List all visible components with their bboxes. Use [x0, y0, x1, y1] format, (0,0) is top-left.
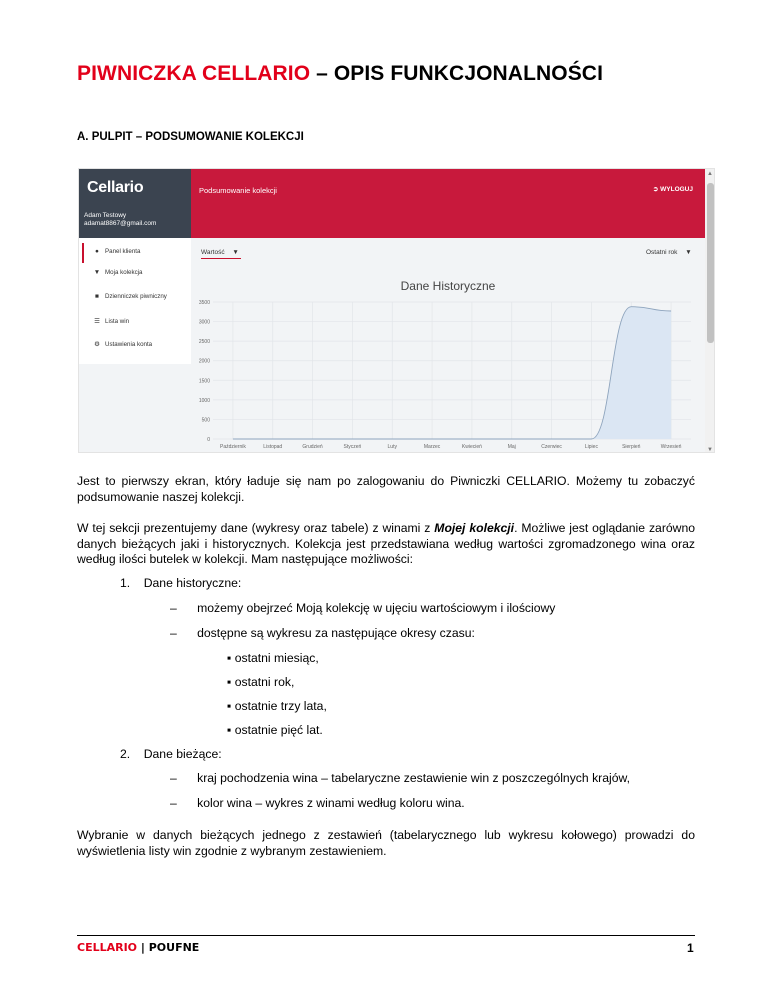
- gear-icon: ⚙: [94, 341, 100, 348]
- x-tick-label: Luty: [387, 444, 397, 450]
- y-tick-label: 0: [207, 437, 210, 443]
- x-tick-label: Czerwiec: [541, 444, 562, 450]
- nav-item-journal[interactable]: [93, 293, 167, 300]
- app-screenshot: [78, 168, 715, 453]
- active-indicator: [82, 243, 84, 263]
- nav-item-collection[interactable]: [93, 269, 143, 276]
- p2-text-a: W tej sekcji prezentujemy dane (wykresy oraz tabele) z winami z: [77, 521, 435, 535]
- title-brand: PIWNICZKA CELLARIO: [77, 62, 311, 85]
- nav-label: Moja kolekcja: [105, 269, 143, 276]
- x-tick-label: Listopad: [263, 444, 283, 450]
- logout-label: WYLOGUJ: [660, 186, 693, 193]
- item1-label: Dane historyczne:: [143, 576, 242, 590]
- period-value: Ostatni rok: [646, 249, 678, 256]
- book-icon: ■: [95, 293, 99, 300]
- app-header: [191, 169, 705, 238]
- caret-down-icon: ▼: [685, 249, 692, 256]
- x-tick-label: Styczeń: [343, 444, 362, 450]
- title-rest: – OPIS FUNKCJONALNOŚCI: [310, 62, 604, 85]
- period-item: ▪ ostatni rok,: [227, 675, 295, 689]
- history-chart: [191, 264, 705, 453]
- x-tick-label: Sierpień: [622, 444, 641, 450]
- x-tick-label: Kwiecień: [461, 444, 482, 450]
- logout-button[interactable]: [653, 185, 693, 193]
- period-label: ostatni rok,: [234, 675, 295, 689]
- nav-label: Panel klienta: [105, 248, 141, 255]
- metric-value: Wartość: [201, 249, 225, 256]
- nav-label: Dzienniczek piwniczny: [105, 293, 167, 300]
- paragraph-conclusion: Wybranie w danych bieżących jednego z zestawień (tabelarycznego lub wykresu kołowego) prowadzi do wyświetlenia listy win zgodnie z wybranym zestawieniem.: [77, 828, 695, 858]
- list-subitem: – możemy obejrzeć Moją kolekcję w ujęciu wartościowym i ilościowy: [170, 601, 556, 615]
- glass-icon: ▼: [93, 269, 101, 276]
- app-logo: Cellario: [87, 179, 144, 196]
- x-tick-label: Grudzień: [302, 444, 323, 450]
- scrollbar[interactable]: [705, 169, 715, 453]
- period-select[interactable]: [646, 249, 692, 256]
- item2-sub2: kolor wina – wykres z winami według koloru wina.: [197, 796, 465, 810]
- chart-x-axis: [220, 444, 682, 450]
- item2-label: Dane bieżące:: [143, 747, 222, 761]
- sidebar-header: [79, 169, 191, 238]
- period-label: ostatnie trzy lata,: [234, 699, 327, 713]
- p2-emphasis: Mojej kolekcji: [434, 521, 515, 535]
- list-item-1: 1. Dane historyczne:: [120, 576, 242, 590]
- x-tick-label: Marzec: [423, 444, 441, 450]
- nav-label: Ustawienia konta: [105, 340, 153, 348]
- period-item: ▪ ostatni miesiąc,: [227, 651, 319, 665]
- user-email: adamat8867@gmail.com: [84, 220, 157, 227]
- y-tick-label: 3500: [198, 300, 210, 306]
- list-subitem: – kraj pochodzenia wina – tabelaryczne zestawienie win z poszczególnych krajów,: [170, 771, 630, 785]
- footer-label: [77, 941, 199, 954]
- sidebar-nav: [79, 238, 191, 364]
- y-tick-label: 3000: [198, 319, 210, 326]
- nav-label: Lista win: [105, 317, 130, 325]
- scroll-up-icon[interactable]: ▲: [707, 171, 713, 177]
- y-tick-label: 1500: [198, 378, 210, 385]
- list-item-2: 2. Dane bieżące:: [120, 747, 222, 761]
- page-number: 1: [687, 941, 694, 955]
- x-tick-label: Wrzesień: [660, 444, 682, 450]
- user-icon: ●: [95, 248, 99, 255]
- scroll-down-icon[interactable]: ▼: [707, 447, 713, 453]
- list-icon: ☰: [94, 318, 100, 325]
- x-tick-label: Maj: [507, 444, 516, 450]
- user-name: Adam Testowy: [84, 212, 127, 219]
- x-tick-label: Lipiec: [584, 444, 598, 450]
- y-tick-label: 2000: [198, 358, 210, 365]
- nav-item-settings[interactable]: [93, 340, 152, 348]
- footer-separator: |: [137, 941, 149, 954]
- x-tick-label: Październik: [219, 444, 246, 450]
- logout-icon: ➲: [652, 186, 661, 193]
- y-tick-label: 2500: [198, 339, 210, 346]
- y-tick-label: 500: [201, 417, 210, 424]
- list-subitem: – kolor wina – wykres z winami według koloru wina.: [170, 796, 465, 810]
- footer-divider: [77, 935, 695, 936]
- metric-select[interactable]: [201, 249, 241, 259]
- caret-down-icon: ▼: [232, 249, 239, 256]
- y-tick-label: 1000: [198, 397, 210, 404]
- chart-y-axis: [199, 300, 210, 443]
- document-title: [77, 62, 603, 86]
- list-subitem: – dostępne są wykresu za następujące okresy czasu:: [170, 626, 475, 640]
- footer-brand: CELLARIO: [77, 941, 138, 954]
- item2-sub1: kraj pochodzenia wina – tabelaryczne zestawienie win z poszczególnych krajów,: [197, 771, 630, 785]
- paragraph-section: [77, 521, 695, 568]
- item1-sub1: możemy obejrzeć Moją kolekcję w ujęciu wartościowym i ilościowy: [197, 601, 556, 615]
- scroll-thumb[interactable]: [707, 183, 714, 343]
- period-item: ▪ ostatnie trzy lata,: [227, 699, 327, 713]
- p2-text-b: . Możliwe jest oglądanie zarówno danych bieżących jaki i historycznych. Kolekcja jest przedstawiana według wartości zgromadzonego wina oraz według ilości butelek w kolekcji. Mam następujące możliwości:: [77, 521, 696, 566]
- paragraph-intro: Jest to pierwszy ekran, który ładuje się nam po zalogowaniu do Piwniczki CELLARIO. Możemy tu zobaczyć podsumowanie naszej kolekcji.: [77, 474, 695, 504]
- footer-confidential: POUFNE: [148, 941, 200, 954]
- chart-title: Dane Historyczne: [400, 279, 496, 293]
- nav-item-panel[interactable]: [93, 248, 140, 255]
- nav-item-wine-list[interactable]: [93, 317, 129, 325]
- period-item: ▪ ostatnie pięć lat.: [227, 723, 323, 737]
- period-label: ostatnie pięć lat.: [234, 723, 323, 737]
- period-label: ostatni miesiąc,: [234, 651, 319, 665]
- item1-sub2: dostępne są wykresu za następujące okresy czasu:: [197, 626, 475, 640]
- section-heading: A. PULPIT – PODSUMOWANIE KOLEKCJI: [77, 131, 304, 143]
- header-title: Podsumowanie kolekcji: [199, 186, 277, 195]
